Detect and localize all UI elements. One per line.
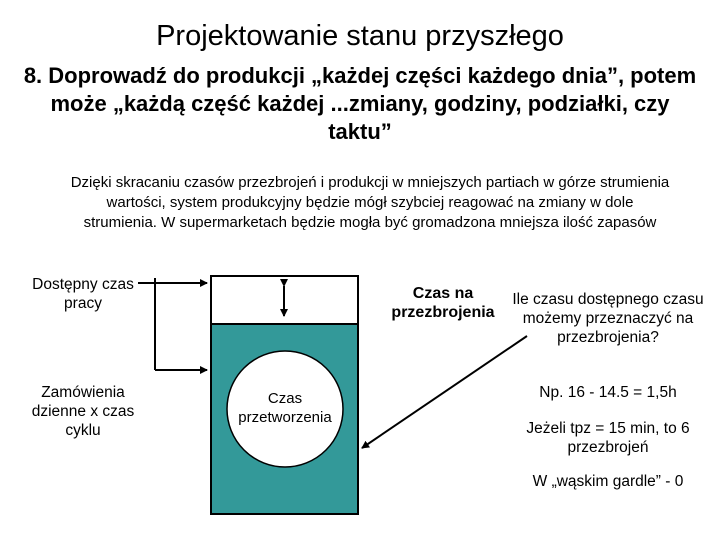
slide-subtitle: 8. Doprowadź do produkcji „każdej części każdego dnia”, potem może „każdą część każdej ...zmiany, godziny, podziałki, czy taktu” [23, 63, 697, 144]
process-time-label: Czas przetworzenia [238, 390, 332, 426]
changeover-time-label: Czas na przezbrojenia [391, 285, 495, 321]
changeover-result: Jeżeli tpz = 15 min, to 6 przezbrojeń [526, 420, 690, 456]
example-calculation: Np. 16 - 14.5 = 1,5h [539, 384, 677, 401]
question-pointer-arrow [362, 336, 527, 448]
question-text: Ile czasu dostępnego czasu możemy przeznaczyć na przezbrojenia? [512, 291, 704, 346]
slide-title: Projektowanie stanu przyszłego [156, 20, 564, 52]
orders-cycle-label: Zamówienia dzienne x czas cyklu [31, 384, 135, 439]
bottleneck-note: W „wąskim gardle” - 0 [532, 473, 684, 490]
available-time-label: Dostępny czas pracy [32, 276, 134, 312]
description-text: Dzięki skracaniu czasów przezbrojeń i produkcji w mniejszych partiach w górze strumienia wartości, system produkcyjny będzie mógł szybciej reagować na zmiany w dole strumienia. W supermarketach będzie mogła być gromadzona mniejsza ilość zapasów [70, 174, 670, 231]
